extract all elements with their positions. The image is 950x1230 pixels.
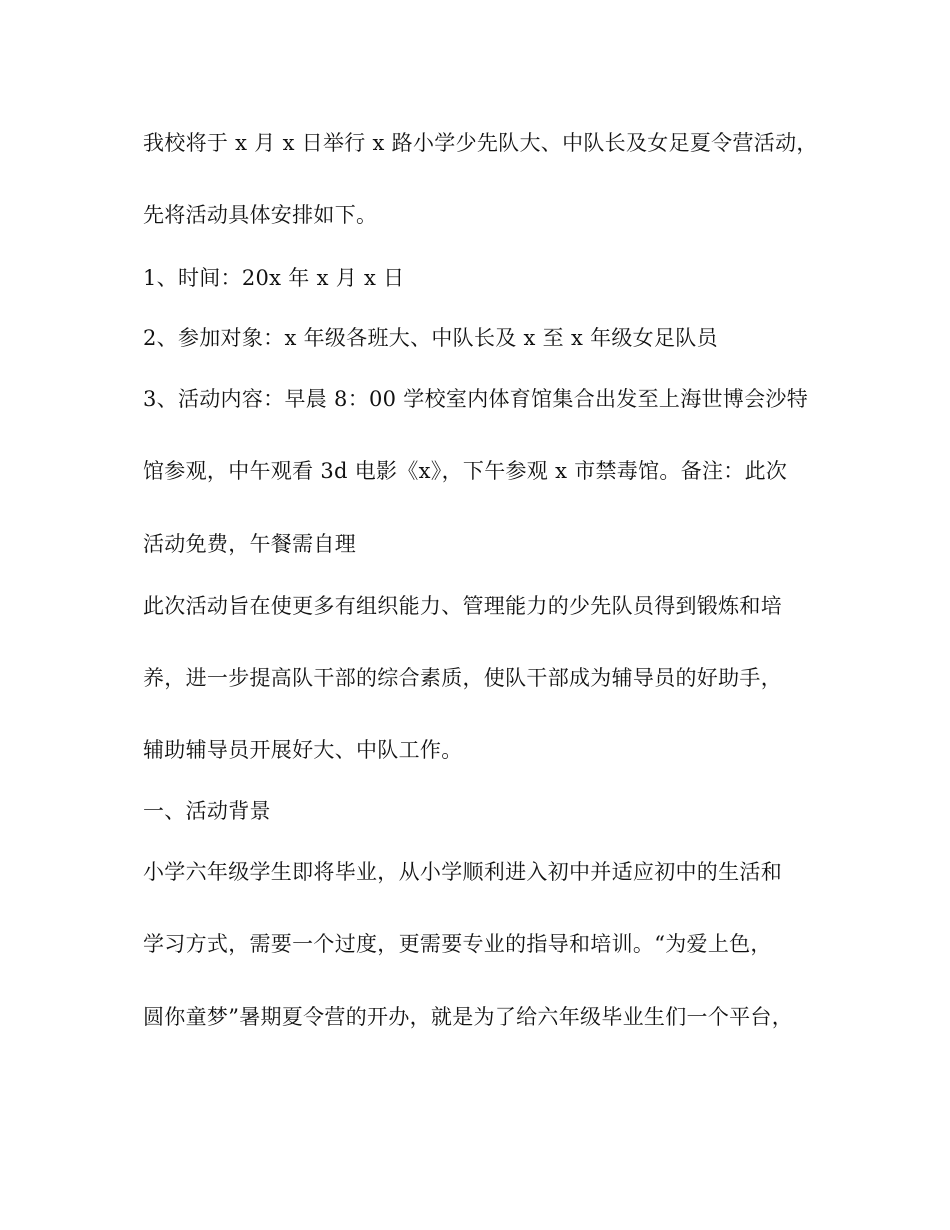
item-content-line-3: 活动免费，午餐需自理	[143, 532, 356, 556]
paragraph-purpose-line-1: 此次活动旨在使更多有组织能力、管理能力的少先队员得到锻炼和培	[143, 594, 782, 618]
paragraph-intro-line-1: 我校将于 x 月 x 日举行 x 路小学少先队大、中队长及女足夏令营活动，	[143, 131, 818, 155]
paragraph-intro-line-2: 先将活动具体安排如下。	[143, 203, 378, 227]
item-content-line-1: 3、活动内容：早晨 8：00 学校室内体育馆集合出发至上海世博会沙特	[143, 387, 808, 411]
paragraph-purpose-line-2: 养，进一步提高队干部的综合素质，使队干部成为辅导员的好助手，	[143, 666, 782, 690]
item-content-line-2: 馆参观，中午观看 3d 电影《x》，下午参观 x 市禁毒馆。备注：此次	[143, 459, 788, 483]
paragraph-background-line-2: 学习方式，需要一个过度，更需要专业的指导和培训。“为爱上色，	[143, 932, 772, 956]
section-heading-background: 一、活动背景	[143, 799, 271, 823]
paragraph-background-line-1: 小学六年级学生即将毕业，从小学顺利进入初中并适应初中的生活和	[143, 860, 782, 884]
paragraph-purpose-line-3: 辅助辅导员开展好大、中队工作。	[143, 738, 463, 762]
item-time: 1、时间：20x 年 x 月 x 日	[143, 266, 405, 290]
item-participants: 2、参加对象：x 年级各班大、中队长及 x 至 x 年级女足队员	[143, 326, 718, 350]
paragraph-background-line-3: 圆你童梦”暑期夏令营的开办，就是为了给六年级毕业生们一个平台，	[143, 1005, 794, 1029]
